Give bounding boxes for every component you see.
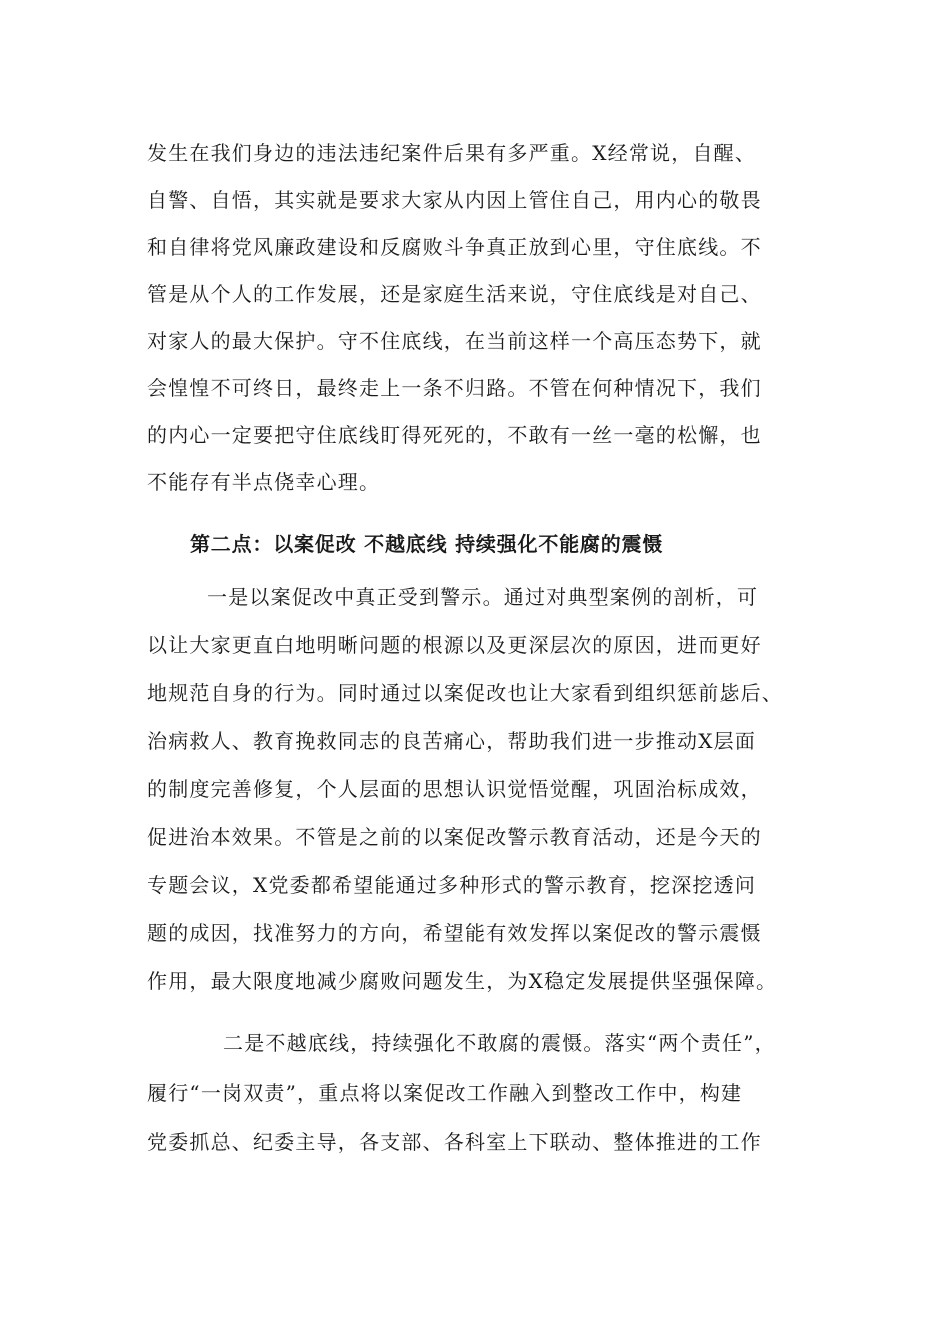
- paragraph-2-line: 的制度完善修复，个人层面的思想认识觉悟觉醒，巩固治标成效，: [147, 777, 762, 801]
- paragraph-2-line: 治病救人、教育挽救同志的良苦痛心，帮助我们进一步推动X层面: [147, 729, 757, 753]
- paragraph-2-line: 作用，最大限度地减少腐败问题发生，为X稳定发展提供坚强保障。: [147, 969, 778, 993]
- paragraph-2-line: 题的成因，找准努力的方向，希望能有效发挥以案促改的警示震慑: [147, 921, 762, 945]
- paragraph-3-line: 二是不越底线，持续强化不敢腐的震慑。落实“两个责任”，: [223, 1031, 776, 1055]
- paragraph-1-line: 的内心一定要把守住底线盯得死死的，不敢有一丝一毫的松懈，也: [147, 423, 762, 447]
- paragraph-2-line: 以让大家更直白地明晰问题的根源以及更深层次的原因，进而更好: [147, 633, 762, 657]
- paragraph-1-line: 发生在我们身边的违法违纪案件后果有多严重。X经常说，自醒、: [147, 141, 757, 165]
- paragraph-1-line: 不能存有半点侥幸心理。: [147, 470, 381, 494]
- paragraph-1-line: 自警、自悟，其实就是要求大家从内因上管住自己，用内心的敬畏: [147, 188, 762, 212]
- paragraph-1-line: 会惶惶不可终日，最终走上一条不归路。不管在何种情况下，我们: [147, 376, 762, 400]
- paragraph-2-line: 地规范自身的行为。同时通过以案促改也让大家看到组织惩前毖后、: [147, 681, 783, 705]
- paragraph-2-line: 一是以案促改中真正受到警示。通过对典型案例的剖析，可: [207, 585, 759, 609]
- paragraph-1-line: 对家人的最大保护。守不住底线，在当前这样一个高压态势下，就: [147, 329, 762, 353]
- section-heading: 第二点：以案促改 不越底线 持续强化不能腐的震慑: [190, 532, 664, 556]
- paragraph-1-line: 和自律将党风廉政建设和反腐败斗争真正放到心里，守住底线。不: [147, 235, 762, 259]
- paragraph-1-line: 管是从个人的工作发展，还是家庭生活来说，守住底线是对自己、: [147, 282, 762, 306]
- paragraph-2-line: 促进治本效果。不管是之前的以案促改警示教育活动，还是今天的: [147, 825, 762, 849]
- paragraph-3-line: 履行“一岗双责”，重点将以案促改工作融入到整改工作中，构建: [147, 1081, 743, 1105]
- paragraph-3-line: 党委抓总、纪委主导，各支部、各科室上下联动、整体推进的工作: [147, 1130, 762, 1154]
- paragraph-2-line: 专题会议，X党委都希望能通过多种形式的警示教育，挖深挖透问: [147, 873, 757, 897]
